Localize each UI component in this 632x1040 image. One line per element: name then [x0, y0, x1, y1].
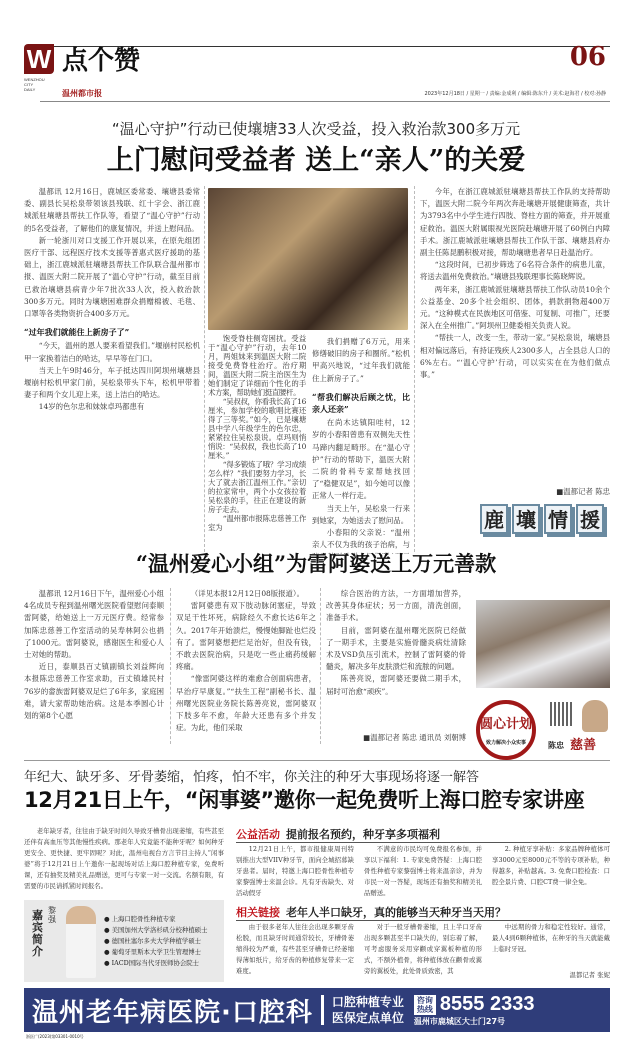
paragraph: 饱受脊柱侧弯困扰。受益于“温心守护”行动，去年10月，两姐妹来到温医大附二院接受免费脊柱治疗。治疗期间，温医大附二院主治医生为她们制定了详细而个性化的手术方案，帮助她们挺直腰杆。	[208, 334, 306, 397]
story1-column-4	[420, 186, 610, 486]
box-label: 相关链接	[236, 906, 280, 919]
charity-brand: 慈善	[570, 738, 597, 753]
credential: 德国杜塞尔多夫大学种植学硕士	[111, 937, 202, 945]
tag-char: 壤	[512, 504, 540, 534]
section-divider	[24, 760, 610, 761]
box2-col: 对于一般牙槽骨萎缩，且上半口牙齿出现多颗甚至半口缺失的，别忘着了解，可考虑服务采用穿颧或穿翼板种植的形式，不额外植骨，将种植体放在颧骨或翼旁的翼板处，此处骨质致密，其	[364, 923, 482, 975]
columnist-portrait	[582, 700, 608, 732]
hospital-banner	[24, 988, 610, 1032]
page-number: 06	[569, 42, 606, 72]
paragraph: 今年，在浙江鹿城派驻壤塘县帮扶工作队的支持帮助下，温医大附二院今年两次奔赴壤塘开展健康筛查，共计为3793名中小学生进行四肢、脊柱方面的筛查，并开展重症救治。温医大附属眼视光医院赴壤塘开展了60例白内障手术。浙江鹿城派驻壤塘县帮扶工作队干部、壤塘县府办副主任陈昆鹏积极对接，帮助壤塘患者早日赴温治疗。	[420, 187, 610, 258]
paragraph: （详见本报12月12日08版报道）。	[190, 589, 304, 598]
column-divider	[414, 186, 415, 552]
credential: 美国加州大学洛杉矶分校种植硕士	[111, 926, 208, 934]
yuanxin-plan-logo	[476, 700, 536, 760]
box2-col: 由于很多老年人往往会出现多颗牙齿松脱，而且缺牙时间通常较长，牙槽骨萎缩得较为严重，有些甚至牙槽骨已经萎缩得薄如纸片，给牙齿的种植修复带来一定难度。	[236, 923, 354, 975]
tag-char: 情	[544, 504, 572, 534]
paragraph: “帮扶一人，改变一生，带动一家。”吴松泉说，壤塘县相对偏远落后，有持证残疾人2300多人，占全县总人口的6%左右。“‘温心守护’行动，可以实实在在为他们做点事。”	[420, 333, 610, 380]
story1-column-3	[312, 336, 410, 554]
ad-license: 浙医广(2023)第03301-0010号	[26, 1034, 84, 1039]
doctor-photo	[66, 906, 96, 978]
tag-implant: 口腔种植专业	[331, 995, 404, 1009]
subheading: “帮我们解决后顾之忧，比亲人还亲”	[312, 391, 410, 415]
paper-name: 温州都市报	[62, 89, 102, 98]
issue-meta: 2023年12月18日 / 星期一 / 责编:金成利 / 编辑:陈东升 / 美术:赵海君 / 校对:孙静	[424, 91, 606, 97]
paragraph: 温都讯 12月16日下午，温州爱心小组4名成员专程到温州曙光医院看望慰问泰顺雷阿婆，给她送上一万元医疗费。经常参加陈忠慈善工作室活动的吴寿林阿公也捐了1000元。雷阿婆说，感谢医生和爱心人士对她的帮助。	[24, 589, 164, 660]
doctor-name: 黎强	[48, 906, 56, 924]
box1-col: 2. 种植牙享补贴：多家品牌种植体可享3000元至8000元不等的专项补贴，种得越多，补贴越高。3. 免费口腔检查：口腔全景片费、口腔CT费一律全免。	[492, 845, 610, 886]
guest-intro-box	[24, 900, 224, 982]
hotline-label: 咨询热线	[414, 995, 436, 1015]
banner-divider	[321, 995, 324, 1025]
credential: IACD国际当代牙医师协会院士	[111, 959, 200, 967]
credential: 上海口腔骨性种植专家	[111, 915, 176, 923]
hospital-address: 温州市鹿城区大士门27号	[413, 1017, 506, 1026]
seal-subtext: 致力解决小众实事	[485, 740, 526, 746]
section-title: 点个赞	[62, 46, 141, 76]
box1-col: 12月21日上午，都市报健康周刊特别推出大型VIIV种牙节，面向全城招募缺牙患者。届时，特邀上海口腔骨性种植专家黎强博士来温会诊。凡有牙齿缺失、对活动假牙	[236, 845, 354, 897]
story1-headline: 上门慰问受益者 送上“亲人”的关爱	[106, 145, 526, 176]
paragraph: 近日，泰顺县百丈镇副镇长刘益辉向本报陈忠慈善工作室求助，百丈镇雄民村76岁的畲族雷阿婆双足烂了6年多，家庭困难，请大家帮助她治病。这是本季圆心计划的第8个心愿	[24, 662, 164, 721]
paragraph: 14岁的色尔忠和妹妹卓玛都患有	[38, 402, 145, 412]
paragraph: 陈善亮说，雷阿婆还要做二期手术，届时可治愈“顽疾”。	[326, 674, 466, 696]
tag-insurance: 医保定点单位	[331, 1011, 404, 1025]
story1-photo	[208, 188, 408, 330]
box-title: 老年人半口缺牙，真的能够当天种牙当天用？	[286, 906, 506, 919]
ad-intro	[24, 826, 224, 896]
credential: 葡萄牙里斯本大学卫生管理博士	[111, 948, 202, 956]
story1-column-2	[208, 334, 306, 554]
hotline-number[interactable]: 8555 2333	[439, 993, 535, 1015]
header-rule-bottom	[40, 101, 610, 102]
paragraph: “这段时间，已初步筛选了6名符合条件的病患儿童，将送去温州免费救治。”壤塘县残联理事长陈晓辉说。	[420, 260, 610, 282]
ad-subtitle: 年纪大、缺牙多、牙骨萎缩，怕疼，怕不牢，你关注的种牙大事现场将逐一解答	[24, 770, 480, 785]
doctor-credentials: ● 上海口腔骨性种植专家 ● 美国加州大学洛杉矶分校种植硕士 ● 德国杜塞尔多夫大学种植学硕士 ● 葡萄牙里斯本大学卫生管理博士 ● IACD国际当代牙医师协会院士	[104, 915, 208, 967]
story1-column-1	[24, 186, 200, 554]
hospital-name: 温州老年病医院·口腔科	[32, 997, 313, 1028]
tag-char: 援	[576, 504, 604, 534]
box2-col: 中远期的骨力和稳定性较好。通常，最人4到6颗种植体，在种牙的当天就能戴上临时牙冠。	[492, 923, 610, 953]
column-divider	[204, 186, 205, 552]
paragraph: 在尚木达镇阳哇村，12岁的小春阳曾患有双侧先天性马蹄内翻足畸形。在“温心守护”行动的帮助下，温医大附二院的骨科专家帮她找回了“稳健双足”，如今她可以像正常人一样行走。	[312, 418, 410, 501]
subheading: “过年我们就能住上新房子了”	[24, 327, 130, 338]
paragraph: “温州都市报陈忠慈善工作室为	[208, 514, 306, 532]
paragraph: 小春阳的父亲说：“温州亲人不仅为我的孩子治病，与	[312, 528, 410, 550]
paragraph: 两年来，浙江鹿城派驻壤塘县帮扶工作队动员10余个公益基金、20多个社会组织、团体，捐款捐物超400万元。“这种模式在民族地区可借鉴、可复制、可推广，还要深入在全州推广。”阿坝州卫健委相关负责人说。	[420, 284, 610, 331]
story1-byline: ■温都记者 陈忠	[556, 487, 610, 496]
box-label: 公益活动	[236, 828, 280, 841]
paragraph: “像雷阿婆这样的难愈合创面病患者，早治疗早康复。”“扶生工程”副秘书长、温州曙光医院业务院长陈善亮说，雷阿婆双下肢多年不愈，年龄大还患有多个并发症。为此，他们采取	[176, 674, 316, 733]
paragraph: 温都讯 12月16日，鹿城区委常委、壤塘县委常委、副县长吴松泉带领该县残联、红十字会、浙江鹿城派驻壤塘县帮扶工作队等，看望了“温心守护”行动的5名受益者，了解他们的康复情况，并送上慰问品。	[24, 187, 200, 233]
box1-col: 不满意的市民均可免费报名参加，并享以下福利：1. 专家免费答疑：上海口腔骨性种植专家黎强博士将来温亲诊，并为市民一对一答疑，现场还有抽奖和精美礼品赠送。	[364, 845, 482, 897]
box-public-activity	[236, 826, 610, 843]
paragraph: 雷阿婆患有双下肢动脉闭塞症，导致双足干性坏死，病除经久不愈长达6年之久。2017年开始溃烂，慢慢她脚趾也烂没有了。雷阿婆想把烂足治好，但没有钱，不敢去医院治病，只是吃一些止痛药缓解疼痛。	[176, 601, 316, 672]
paragraph: 我们捐赠了6万元，用来修缮破旧的房子和圈所。”松机甲高兴地说，“过年我们就能住上新房子了。”	[312, 337, 410, 383]
box-title: 提前报名预约，种牙享多项福利	[286, 828, 440, 841]
story2-headline: “温州爱心小组”为雷阿婆送上万元善款	[135, 551, 497, 576]
columnist-name: 陈忠	[548, 741, 564, 750]
ad-headline: 12月21日上午，“闲事婆”邀你一起免费听上海口腔专家讲座	[24, 788, 585, 812]
paragraph: 综合医治的方法，一方面增加营养，改善其身体症状；另一方面，清洗创面，准备手术。	[326, 589, 466, 623]
seal-text: 圆心计划	[480, 717, 533, 732]
paragraph: 目前，雷阿婆在温州曙光医院已经做了一期手术，主要是实施骨髓炎病灶清除术及VSD负压引流术，控制了雷阿婆的骨髓炎，解决多年皮肤溃烂和流脓的问题。	[326, 625, 466, 672]
column-tag-luqiang	[480, 504, 604, 534]
paragraph: 当天上午9时46分，车子抵达四川阿坝州壤塘县堰崩村松机甲家门前，吴松泉带头下车，松机甲带着妻子和两个女儿迎上来，送上洁白的哈达。	[24, 365, 200, 400]
paragraph: “今天，温州的恩人要来看望我们。”堰崩村民松机甲一家换着洁白的哈达，早早等在门口。	[24, 341, 200, 363]
paragraph: “吴叔叔，你看我长高了16厘米，参加学校的歌唱比赛还得了三等奖。”如今，已是壤塘县中学八年级学生的色尔忠，紧紧拉住吴松泉说。卓玛则悄悄说：“吴叔叔，我也长高了10厘米。”	[208, 397, 306, 460]
paragraph: “得多锻炼了哦？学习成绩怎么样？”我们要努力学习，长大了就去浙江温州工作。”亲切的拉家常中，两个小女孩拉着吴松泉的手，往正在建设的新房子走去。	[208, 460, 306, 514]
story2-byline: ■温都记者 陈忠 通讯员 刘朝博	[363, 733, 466, 742]
column-divider	[320, 588, 321, 744]
story1-subtitle: “温心守护”行动已使壤塘33人次受益，投入救治款300多万元	[111, 120, 521, 138]
box-related-link	[236, 904, 610, 921]
logo-subtext: WENZHOU CITY DAILY	[24, 77, 45, 92]
column-divider	[170, 588, 171, 744]
guest-label: 嘉宾简介	[32, 909, 43, 958]
newspaper-logo: W	[24, 44, 54, 74]
paragraph: 新一轮浙川对口支援工作开展以来，在原先组团医疗干部、远程医疗技术支援等普惠式医疗援助的基础上，浙江鹿城派驻壤塘县帮扶工作队联合温州都市报、温医大附二院开展了“温心守护”行动，截至目前已救治壤塘县病青少年7批次33人次，投入救治款300多万元。同时为壤塘困难群众捐赠棉被、毛毯、口罩等各类物资折合400多万元。	[24, 235, 200, 319]
story2-column-1	[24, 588, 164, 746]
story2-photo	[476, 600, 610, 688]
paragraph: 老年缺牙者，往往由于缺牙时间久导致牙槽骨出现萎缩，有些甚至还伴有高血压等其他慢性疾病。那老年人究竟能不能种牙呢？如何种牙更安全、更快捷、更牢固呢？对此，温州电视台方言节目主持人“闲事婆”将于12月21日上午邀你一起现场对话上海口腔种植专家，免费听课，还有抽奖及精美礼品赠送，更可与专家一对一交流。名额有限，有需要的市民请抓紧时间报名。	[24, 827, 224, 890]
story2-column-3	[326, 588, 466, 732]
tag-char: 鹿	[480, 504, 508, 534]
box2-byline: 温都记者 张妮	[569, 971, 610, 979]
paragraph: 当天上午，吴松泉一行来到她家，为她送去了慰问品。	[312, 503, 410, 525]
story2-column-2	[176, 588, 316, 746]
qr-code[interactable]	[550, 702, 572, 726]
